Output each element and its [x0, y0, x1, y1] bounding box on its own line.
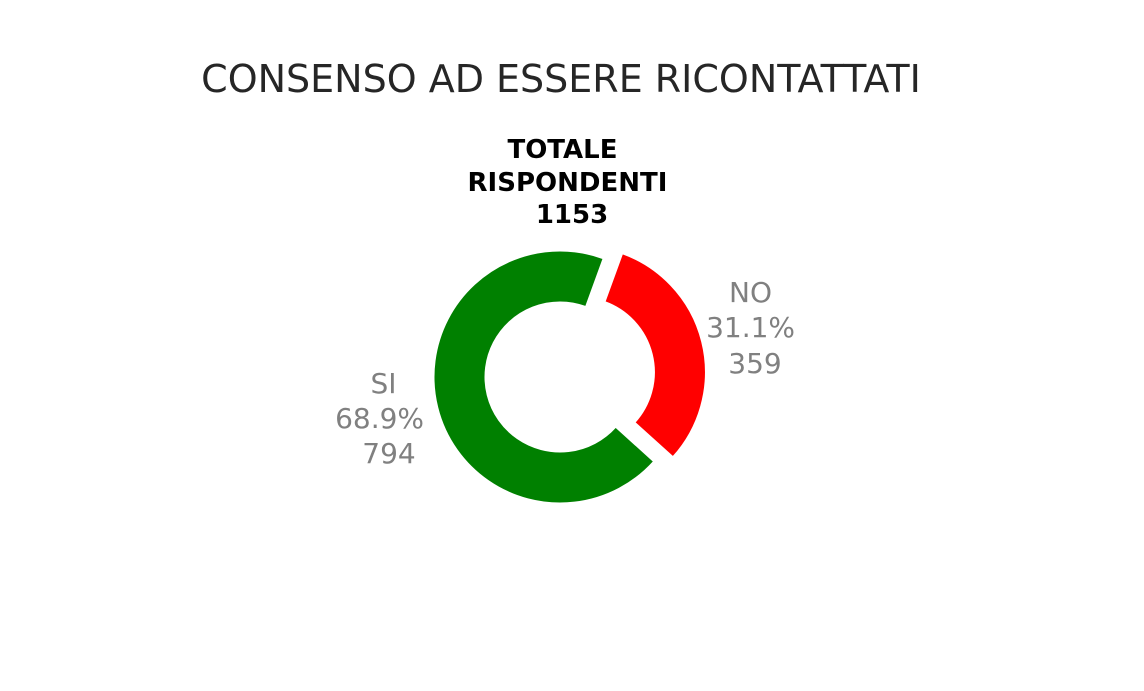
slice-label-si-name: SI	[370, 367, 397, 400]
slice-label-si-value: 794	[362, 437, 416, 470]
chart-title: CONSENSO AD ESSERE RICONTATTATI	[201, 57, 921, 101]
donut-slices	[434, 251, 705, 503]
slice-label-no	[706, 276, 804, 380]
subtitle-line-1: TOTALE	[507, 135, 618, 165]
svg-text:SI 68.9% 794	[335, 367, 433, 470]
slice-no	[605, 254, 705, 457]
slice-label-no-percent: 31.1%	[706, 311, 796, 344]
slice-label-no-value: 359	[728, 347, 782, 380]
slice-label-si-percent: 68.9%	[335, 402, 425, 435]
slice-label-si	[335, 367, 433, 470]
subtitle-line-3: 1153	[535, 200, 609, 230]
chart-subtitle	[468, 135, 677, 230]
subtitle-line-2: RISPONDENTI	[467, 168, 668, 198]
svg-text:NO 31.1% 359	[706, 276, 804, 380]
slice-label-no-name: NO	[729, 276, 773, 309]
